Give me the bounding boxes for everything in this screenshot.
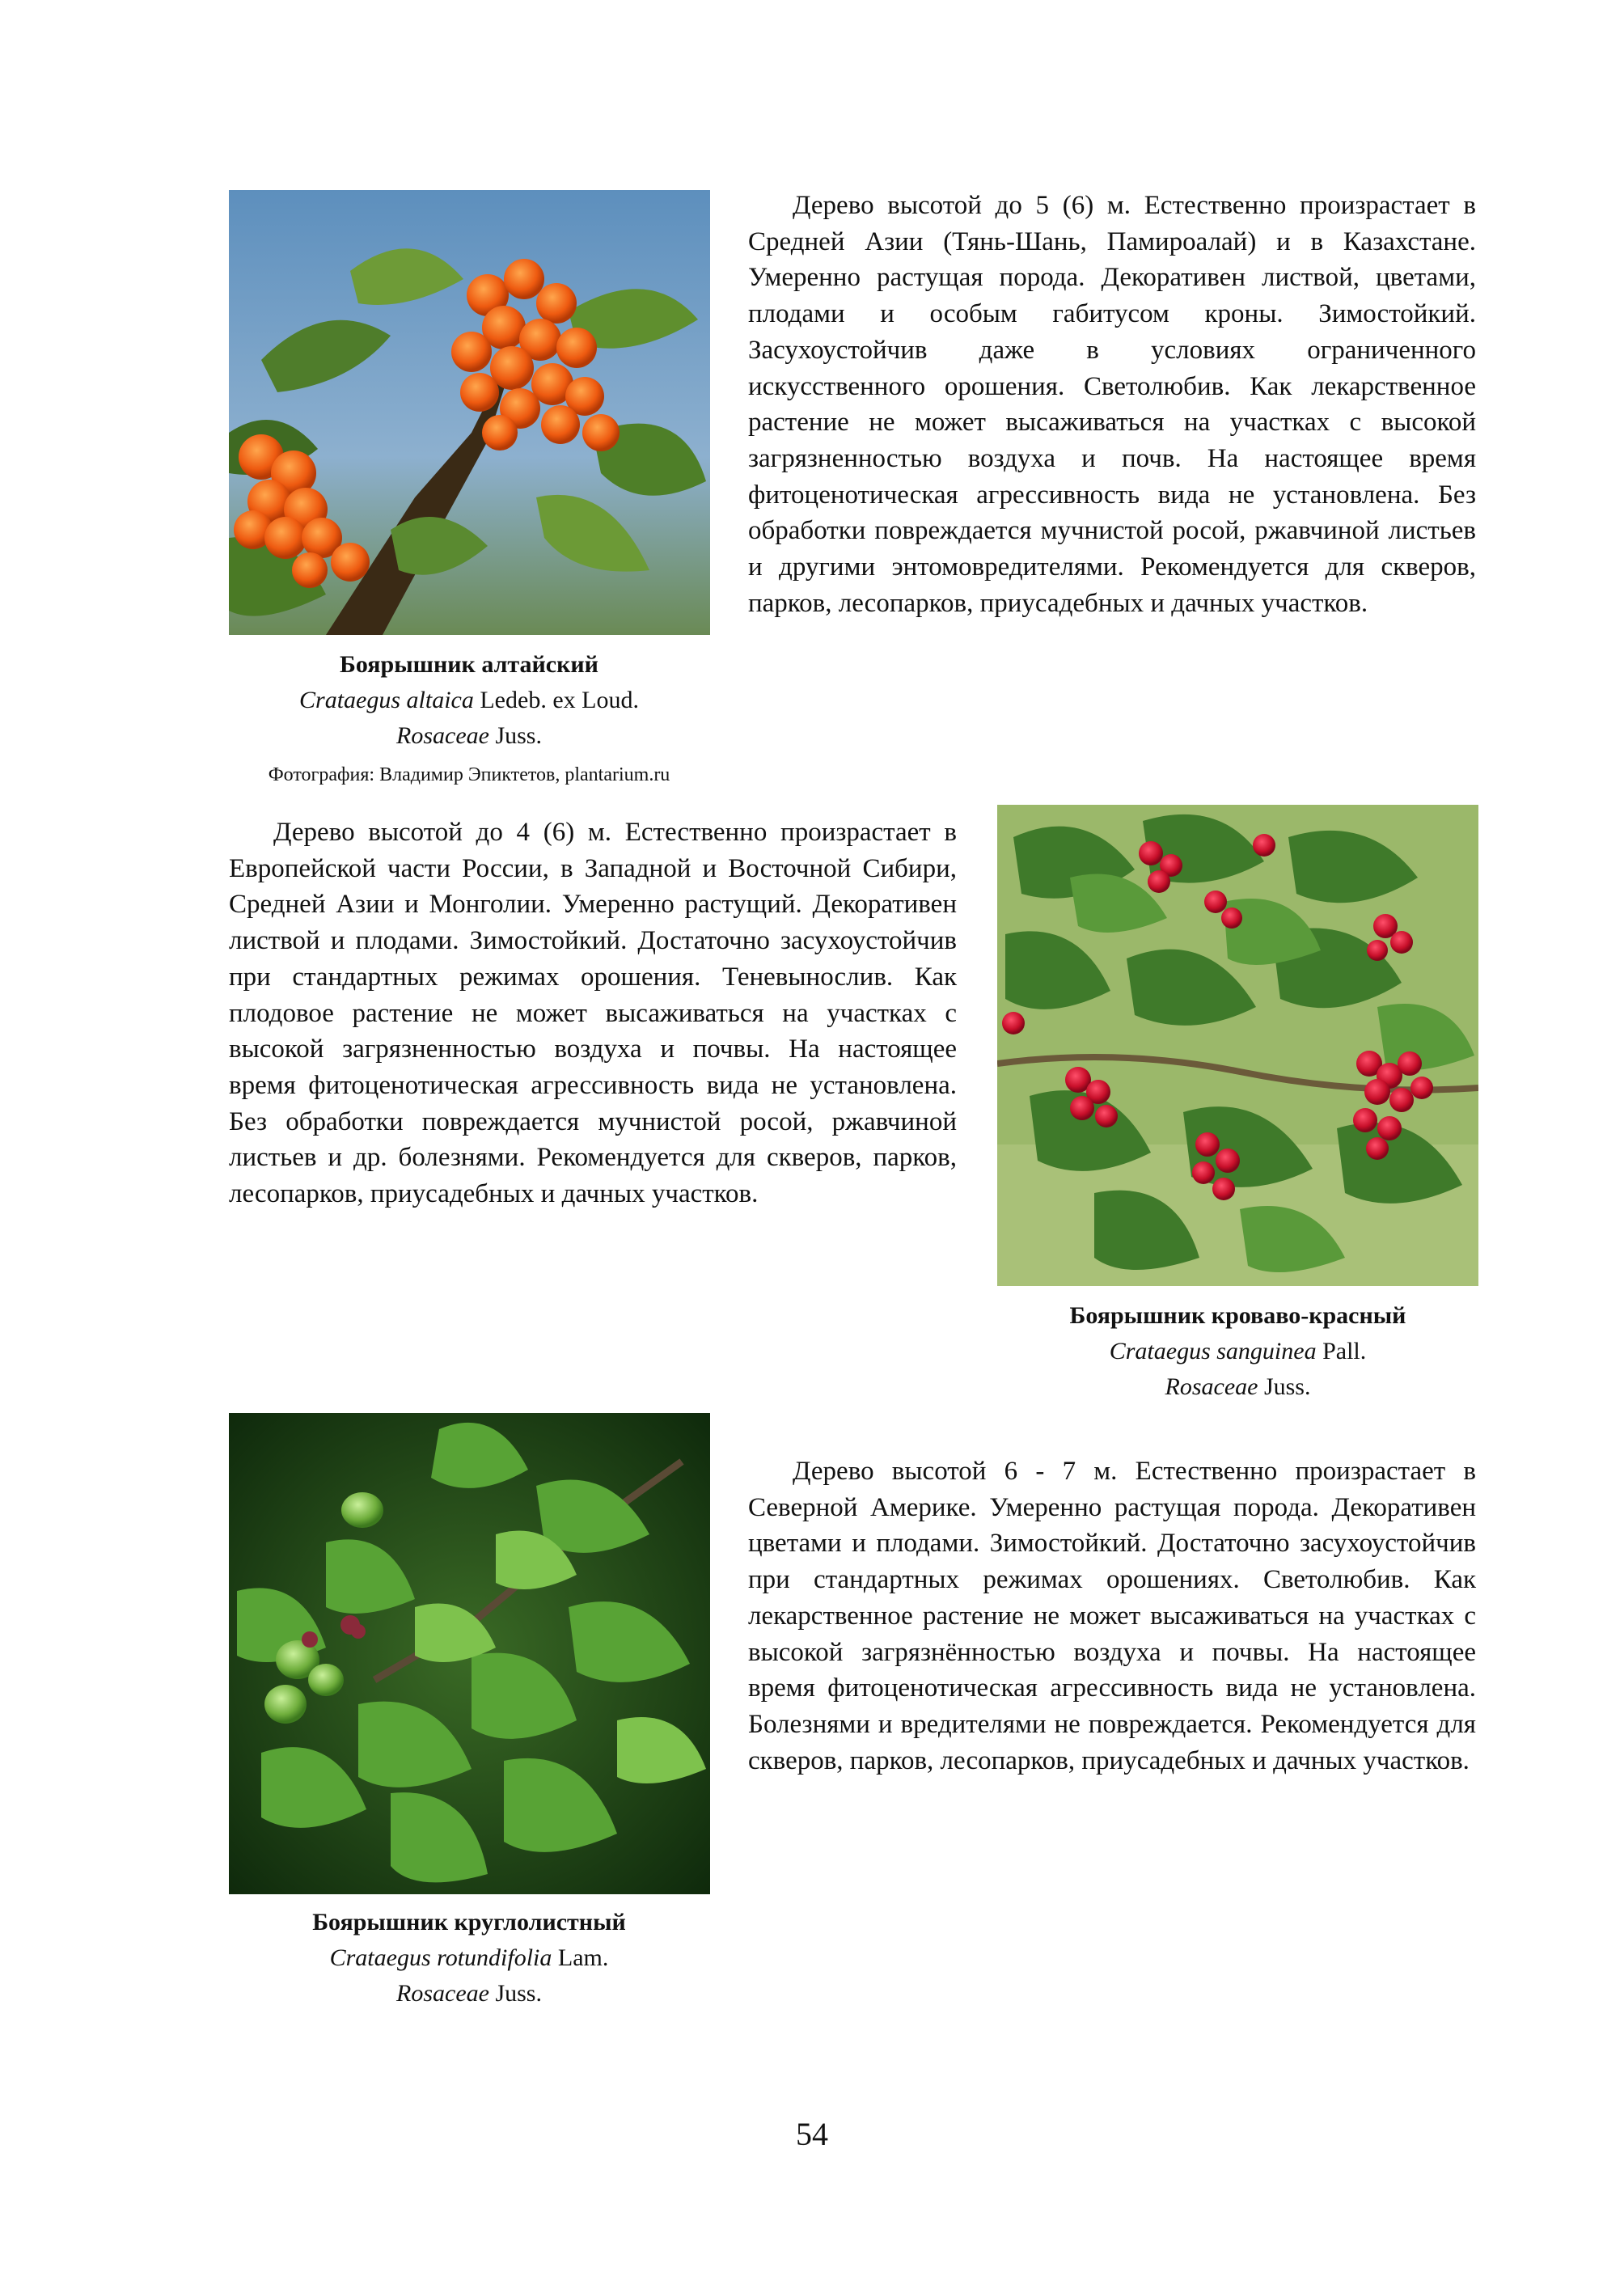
family-author: Juss. — [495, 1980, 542, 2007]
latin-name — [222, 683, 716, 718]
latin-author: Pall. — [1322, 1338, 1367, 1364]
family-name — [989, 1369, 1487, 1405]
family-latin: Rosaceae — [1165, 1373, 1258, 1400]
photo-crataegus-sanguinea — [997, 805, 1478, 1286]
latin-genus-species: Crataegus rotundifolia — [329, 1944, 552, 1971]
latin-author: Lam. — [557, 1944, 609, 1971]
family-latin: Rosaceae — [396, 1980, 489, 2007]
family-author: Juss. — [1263, 1373, 1311, 1400]
caption-crataegus-sanguinea — [989, 1298, 1487, 1405]
latin-name — [222, 1940, 716, 1976]
latin-genus-species: Crataegus altaica — [299, 687, 474, 713]
caption-crataegus-rotundifolia — [222, 1905, 716, 2012]
latin-genus-species: Crataegus sanguinea — [1109, 1338, 1317, 1364]
latin-author: Ledeb. ex Loud. — [480, 687, 639, 713]
species-name: Боярышник круглолистный — [312, 1909, 626, 1936]
family-name — [222, 718, 716, 754]
latin-name — [989, 1334, 1487, 1369]
description-crataegus-altaica — [748, 188, 1476, 621]
description-crataegus-sanguinea — [229, 814, 957, 1212]
description-crataegus-rotundifolia — [748, 1453, 1476, 1779]
description-paragraph: Дерево высотой до 4 (6) м. Естественно произрастает в Европейской части России, в Западной и Восточной Сибири, Средней Азии и Монголии. Умеренно растущий. Декоративен листвой и плодами. Зимостойкий. Достаточно засухоустойчив при стандартных режимах орошения. Теневынослив. Как плодовое растение не может высаживаться на участках с высокой загрязненностью воздуха и почвы. На настоящее время фитоценотическая агрессивность вида не установлена. Без обработки повреждается мучнистой росой, ржавчиной листьев и др. болезнями. Рекомендуется для скверов, парков, лесопарков, приусадебных и дачных участков. — [229, 818, 957, 1209]
photo-crataegus-altaica — [229, 190, 710, 635]
family-author: Juss. — [495, 722, 542, 749]
description-paragraph: Дерево высотой до 5 (6) м. Естественно произрастает в Средней Азии (Тянь-Шань, Памироалай) и в Казахстане. Умеренно растущая порода. Декоративен листвой, цветами, плодами и особым габитусом кроны. Зимостойкий. Засухоустойчив даже в условиях ограниченного искусственного орошения. Светолюбив. Как лекарственное растение не может высаживаться на участках с высокой загрязненностью воздуха и почв. На настоящее время фитоценотическая агрессивность вида не установлена. Без обработки повреждается мучнистой росой, ржавчиной листьев и другими энтомовредителями. Рекомендуется для скверов, парков, лесопарков, приусадебных и дачных участков. — [748, 191, 1476, 618]
family-name — [222, 1976, 716, 2012]
caption-crataegus-altaica — [222, 647, 716, 791]
description-paragraph: Дерево высотой 6 - 7 м. Естественно произрастает в Северной Америке. Умеренно растущая порода. Декоративен цветами и плодами. Зимостойкий. Достаточно засухоустойчив при стандартных режимах орошениях. Светолюбив. Как лекарственное растение не может высаживаться на участках с высокой загрязнённостью воздуха и почвы. На настоящее время фитоценотическая агрессивность вида не установлена. Болезнями и вредителями не повреждается. Рекомендуется для скверов, парков, лесопарков, приусадебных и дачных участков. — [748, 1457, 1476, 1775]
species-name: Боярышник кроваво-красный — [1069, 1302, 1406, 1329]
photo-credit: Фотография: Владимир Эпиктетов, plantarium.ru — [268, 764, 670, 785]
page-number: 54 — [796, 2116, 828, 2152]
photo-crataegus-rotundifolia — [229, 1413, 710, 1894]
family-latin: Rosaceae — [396, 722, 489, 749]
species-name: Боярышник алтайский — [340, 651, 598, 678]
